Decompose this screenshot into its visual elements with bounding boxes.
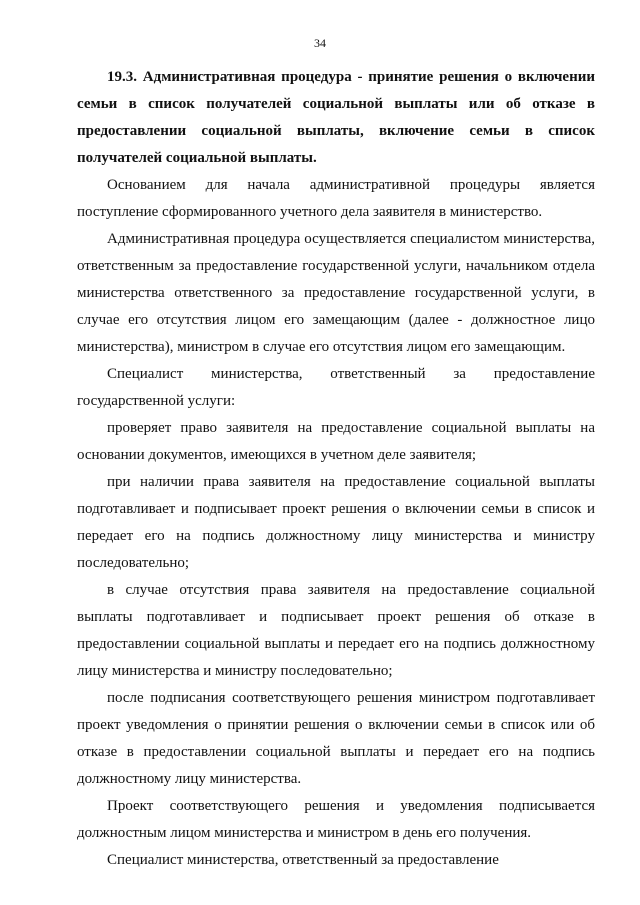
paragraph: проверяет право заявителя на предоставление социальной выплаты на основании документов, имеющихся в учетном деле заявителя; [77, 420, 595, 463]
paragraph: Специалист министерства, ответственный за предоставление государственной услуги: [77, 366, 595, 409]
paragraph: Административная процедура осуществляется специалистом министерства, ответственным за предоставление государственной услуги, начальником отдела министерства ответственного за предоставление государственной услуги, в случае его отсутствия лицом его замещающим (далее - должностное лицо министерства), министром в случае его отсутствия лицом его замещающим. [77, 231, 595, 355]
page-number: 34 [314, 36, 326, 50]
paragraph: после подписания соответствующего решения министром подготавливает проект уведомления о принятии решения о включении семьи в список или об отказе в предоставлении социальной выплаты и передает его на подпись должностному лицу министерства. [77, 690, 595, 787]
document-body [77, 64, 595, 874]
paragraph: Основанием для начала административной процедуры является поступление сформированного учетного дела заявителя в министерство. [77, 177, 595, 220]
paragraph: в случае отсутствия права заявителя на предоставление социальной выплаты подготавливает и подписывает проект решения об отказе в предоставлении социальной выплаты и передает его на подпись должностному лицу министерства и министру последовательно; [77, 582, 595, 679]
section-heading: 19.3. Административная процедура - принятие решения о включении семьи в список получателей социальной выплаты или об отказе в предоставлении социальной выплаты, включение семьи в список получателей социальной выплаты. [77, 69, 595, 166]
paragraph: Специалист министерства, ответственный за предоставление [107, 852, 499, 868]
paragraph: Проект соответствующего решения и уведомления подписывается должностным лицом министерства и министром в день его получения. [77, 798, 595, 841]
paragraph: при наличии права заявителя на предоставление социальной выплаты подготавливает и подписывает проект решения о включении семьи в список и передает его на подпись должностному лицу министерства и министру последовательно; [77, 474, 595, 571]
